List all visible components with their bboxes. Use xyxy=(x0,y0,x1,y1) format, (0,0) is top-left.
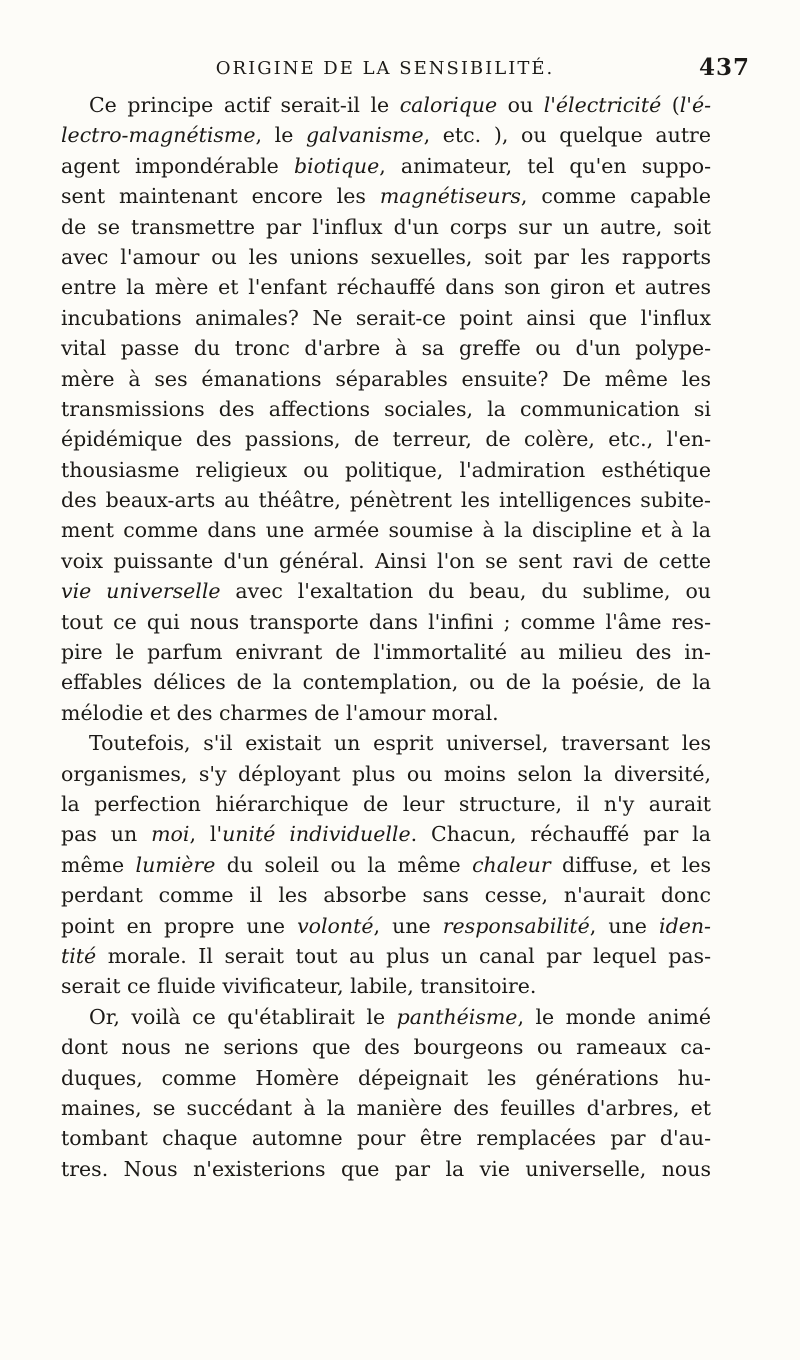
text-run: , une xyxy=(589,913,660,938)
italic-text: responsabilité xyxy=(442,913,590,938)
text-run: des beaux-arts au théâtre, pénètrent les intelligences subite- xyxy=(61,488,711,513)
italic-text: chaleur xyxy=(472,852,551,877)
text-run: avec l'exaltation du beau, du sublime, ou xyxy=(220,579,711,604)
text-line xyxy=(61,515,711,545)
text-line xyxy=(61,819,711,849)
text-run: pas un xyxy=(61,822,152,847)
text-run: duques, comme Homère dépeignait les générations hu- xyxy=(61,1065,711,1090)
italic-text: calorique xyxy=(399,93,498,117)
text-line xyxy=(61,1032,711,1062)
text-run: . Chacun, réchauffé par la xyxy=(410,822,711,847)
text-line xyxy=(61,212,711,242)
text-run: perdant comme il les absorbe sans cesse, n'aurait donc xyxy=(61,883,711,908)
text-run: même xyxy=(61,852,136,877)
italic-text: galvanisme xyxy=(306,123,424,148)
text-run: voix puissante d'un général. Ainsi l'on se sent ravi de cette xyxy=(61,548,711,573)
italic-text: biotique xyxy=(293,153,380,178)
text-line xyxy=(61,637,711,667)
italic-text: volonté xyxy=(297,913,374,938)
text-run: Ce principe actif serait-il le xyxy=(89,93,400,117)
text-line xyxy=(61,1123,711,1153)
text-run: , le xyxy=(255,123,307,148)
italic-text: l'é- xyxy=(679,93,712,117)
text-line xyxy=(61,759,711,789)
text-line xyxy=(61,333,711,363)
text-run: de se transmettre par l'influx d'un corps sur un autre, soit xyxy=(61,214,711,239)
text-run: mélodie et des charmes de l'amour moral. xyxy=(61,700,499,725)
text-run: entre la mère et l'enfant réchauffé dans son giron et autres xyxy=(61,275,711,300)
text-line xyxy=(61,455,711,485)
text-run: la perfection hiérarchique de leur structure, il n'y aurait xyxy=(61,791,711,816)
text-line xyxy=(61,181,711,211)
text-line xyxy=(61,850,711,880)
italic-text: lectro-magnétisme xyxy=(61,123,256,148)
text-line xyxy=(61,424,711,454)
text-run: ( xyxy=(661,93,680,117)
text-run: maines, se succédant à la manière des feuilles d'arbres, et xyxy=(61,1095,711,1120)
text-line xyxy=(61,941,711,971)
text-line xyxy=(61,1093,711,1123)
body-text xyxy=(61,90,711,1184)
text-run: sent maintenant encore les xyxy=(61,184,380,209)
text-line xyxy=(61,394,711,424)
italic-text: magnétiseurs xyxy=(379,184,521,209)
text-line xyxy=(61,151,711,181)
text-run: morale. Il serait tout au plus un canal par lequel pas- xyxy=(96,943,711,968)
text-line xyxy=(61,485,711,515)
italic-text: lumière xyxy=(135,852,216,877)
italic-text: unité individuelle xyxy=(222,822,411,847)
text-line xyxy=(61,1002,711,1032)
italic-text: panthéisme xyxy=(396,1004,518,1029)
text-line xyxy=(61,667,711,697)
text-run: pire le parfum enivrant de l'immortalité au milieu des in- xyxy=(61,640,711,665)
text-run: incubations animales? Ne serait-ce point ainsi que l'influx xyxy=(61,305,711,330)
text-line xyxy=(61,546,711,576)
running-header xyxy=(60,54,750,88)
text-line xyxy=(61,971,711,1001)
text-run: mère à ses émanations séparables ensuite? De même les xyxy=(61,366,711,391)
text-line xyxy=(61,1154,711,1184)
italic-text: vie universelle xyxy=(61,579,221,604)
italic-text: l'électricité xyxy=(543,93,662,117)
text-line xyxy=(61,120,711,150)
text-line xyxy=(61,364,711,394)
text-line xyxy=(61,303,711,333)
page-number: 437 xyxy=(698,54,750,81)
text-line xyxy=(61,911,711,941)
text-line xyxy=(61,698,711,728)
italic-text: moi xyxy=(151,822,190,847)
text-run: du soleil ou la même xyxy=(215,852,473,877)
text-run: serait ce fluide vivificateur, labile, transitoire. xyxy=(61,974,537,999)
text-run: point en propre une xyxy=(61,913,298,938)
text-run: , une xyxy=(373,913,443,938)
text-run: vital passe du tronc d'arbre à sa greffe ou d'un polype- xyxy=(61,336,711,361)
text-run: , comme capable xyxy=(520,184,711,209)
running-title: ORIGINE DE LA SENSIBILITÉ. xyxy=(215,58,555,79)
text-run: tombant chaque automne pour être remplacées par d'au- xyxy=(61,1126,711,1151)
text-run: Toutefois, s'il existait un esprit universel, traversant les xyxy=(89,731,711,756)
text-run: , l' xyxy=(189,822,223,847)
text-line xyxy=(61,576,711,606)
text-line xyxy=(61,90,711,120)
text-run: ment comme dans une armée soumise à la discipline et à la xyxy=(61,518,711,543)
text-run: organismes, s'y déployant plus ou moins selon la diversité, xyxy=(61,761,711,786)
text-run: Or, voilà ce qu'établirait le xyxy=(89,1004,397,1029)
text-run: agent impondérable xyxy=(61,153,294,178)
text-run: , le monde animé xyxy=(517,1004,711,1029)
text-line xyxy=(61,789,711,819)
text-line xyxy=(61,607,711,637)
text-run: , etc. ), ou quelque autre xyxy=(423,123,711,148)
text-line xyxy=(61,880,711,910)
text-run: tres. Nous n'existerions que par la vie universelle, nous xyxy=(61,1156,711,1181)
text-run: , animateur, tel qu'en suppo- xyxy=(379,153,711,178)
italic-text: iden- xyxy=(659,913,711,938)
text-run: dont nous ne serions que des bourgeons ou rameaux ca- xyxy=(61,1035,711,1060)
text-run: épidémique des passions, de terreur, de colère, etc., l'en- xyxy=(61,427,711,452)
text-run: ou xyxy=(497,93,544,117)
text-run: thousiasme religieux ou politique, l'admiration esthétique xyxy=(61,457,711,482)
text-run: tout ce qui nous transporte dans l'infini ; comme l'âme res- xyxy=(61,609,711,634)
text-line xyxy=(61,728,711,758)
text-line xyxy=(61,1063,711,1093)
text-run: diffuse, et les xyxy=(550,852,711,877)
text-run: avec l'amour ou les unions sexuelles, soit par les rapports xyxy=(61,244,711,269)
text-line xyxy=(61,272,711,302)
text-run: transmissions des affections sociales, la communication si xyxy=(61,396,711,421)
italic-text: tité xyxy=(61,943,97,968)
text-run: effables délices de la contemplation, ou de la poésie, de la xyxy=(61,670,711,695)
text-line xyxy=(61,242,711,272)
